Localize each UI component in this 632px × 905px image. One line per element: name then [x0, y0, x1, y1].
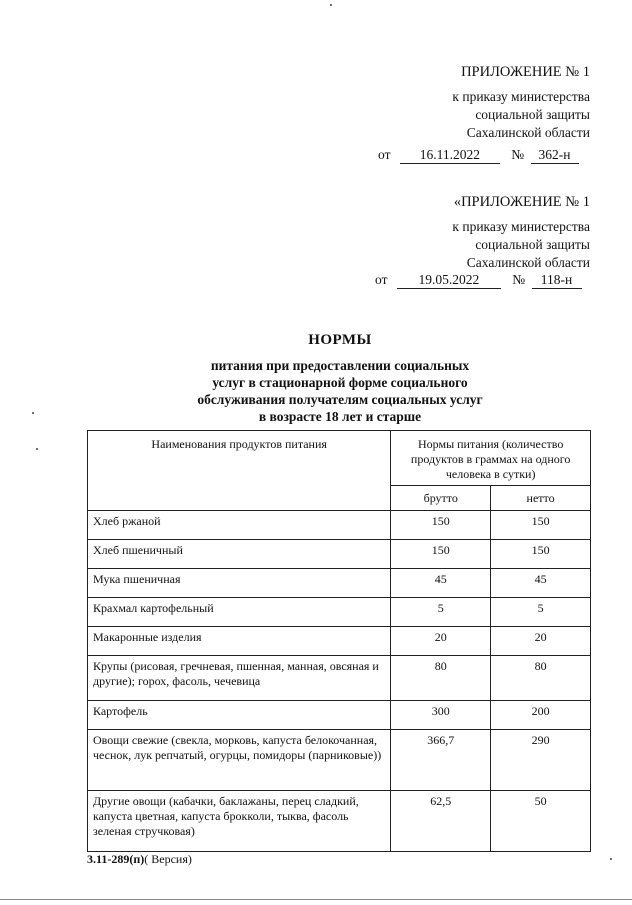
table-row [88, 540, 591, 569]
product-name-cell: Мука пшеничная [88, 569, 391, 598]
subtitle-line1: питания при предоставлении социальных [210, 358, 470, 373]
table-row [88, 511, 591, 540]
appendix-2-line2: социальной защиты [475, 237, 590, 252]
appendix-2-block [330, 192, 590, 272]
appendix-1-date: 16.11.2022 [400, 146, 500, 164]
appendix-1-title: ПРИЛОЖЕНИЕ № 1 [461, 64, 590, 80]
netto-cell: 5 [491, 598, 591, 627]
table-row [88, 627, 591, 656]
netto-cell: 150 [491, 511, 591, 540]
appendix-2-num-label: № [512, 272, 526, 287]
brutto-cell: 62,5 [391, 791, 491, 852]
scan-speck [36, 448, 38, 450]
appendix-1-number: 362-н [531, 146, 579, 164]
appendix-1-from-label: от [378, 147, 391, 162]
product-name-cell: Хлеб пшеничный [88, 540, 391, 569]
subtitle-line2: услуг в стационарной форме социального [212, 375, 468, 390]
product-name-cell: Крахмал картофельный [88, 598, 391, 627]
table-row [88, 730, 591, 791]
scan-speck [330, 4, 332, 6]
appendix-1-date-row [378, 146, 593, 164]
appendix-2-line1: к приказу министерства [452, 219, 590, 234]
product-name-cell: Макаронные изделия [88, 627, 391, 656]
appendix-2-date-row [375, 271, 590, 289]
bottom-divider [0, 899, 632, 900]
subtitle-line3: обслуживания получателям социальных услуг [197, 392, 483, 407]
netto-cell: 80 [491, 656, 591, 701]
netto-cell: 200 [491, 701, 591, 730]
scan-speck [610, 858, 612, 860]
product-name-cell: Другие овощи (кабачки, баклажаны, перец сладкий, капуста цветная, капуста брокколи, тыква, фасоль зеленая стручковая) [88, 791, 391, 852]
appendix-1-line3: Сахалинской области [466, 125, 590, 140]
netto-cell: 290 [491, 730, 591, 791]
footer-version: ( Версия) [144, 852, 192, 866]
brutto-cell: 300 [391, 701, 491, 730]
netto-cell: 45 [491, 569, 591, 598]
appendix-1-block [330, 62, 590, 142]
brutto-cell: 20 [391, 627, 491, 656]
scan-speck [32, 412, 34, 414]
brutto-cell: 150 [391, 540, 491, 569]
appendix-2-line3: Сахалинской области [466, 255, 590, 270]
netto-cell: 50 [491, 791, 591, 852]
header-norms: Нормы питания (количество продуктов в граммах на одного человека в сутки) [391, 431, 591, 486]
footer-doc-code [87, 852, 192, 867]
table-row [88, 656, 591, 701]
product-name-cell: Картофель [88, 701, 391, 730]
appendix-2-title: «ПРИЛОЖЕНИЕ № 1 [453, 194, 590, 210]
table-row [88, 791, 591, 852]
product-name-cell: Овощи свежие (свекла, морковь, капуста белокочанная, чеснок, лук репчатый, огурцы, помидоры (парниковые)) [88, 730, 391, 791]
brutto-cell: 150 [391, 511, 491, 540]
appendix-1-line2: социальной защиты [475, 107, 590, 122]
appendix-2-from-label: от [375, 272, 388, 287]
brutto-cell: 45 [391, 569, 491, 598]
appendix-1-num-label: № [511, 147, 525, 162]
product-name-cell: Хлеб ржаной [88, 511, 391, 540]
netto-cell: 20 [491, 627, 591, 656]
subtitle-line4: в возрасте 18 лет и старше [258, 409, 422, 424]
brutto-cell: 80 [391, 656, 491, 701]
norms-table [87, 430, 591, 852]
header-product-name: Наименования продуктов питания [88, 431, 391, 511]
footer-code: 3.11-289(п) [87, 852, 145, 866]
table-row [88, 598, 591, 627]
table-header-row [88, 431, 591, 486]
product-name-cell: Крупы (рисовая, гречневая, пшенная, манная, овсяная и другие); горох, фасоль, чечевица [88, 656, 391, 701]
page-title: НОРМЫ [308, 332, 372, 348]
header-brutto: брутто [391, 486, 491, 511]
heading-block [130, 332, 550, 425]
brutto-cell: 5 [391, 598, 491, 627]
netto-cell: 150 [491, 540, 591, 569]
appendix-1-line1: к приказу министерства [452, 89, 590, 104]
table-row [88, 701, 591, 730]
brutto-cell: 366,7 [391, 730, 491, 791]
appendix-2-number: 118-н [532, 271, 582, 289]
header-netto: нетто [491, 486, 591, 511]
appendix-2-date: 19.05.2022 [397, 271, 501, 289]
table-row [88, 569, 591, 598]
